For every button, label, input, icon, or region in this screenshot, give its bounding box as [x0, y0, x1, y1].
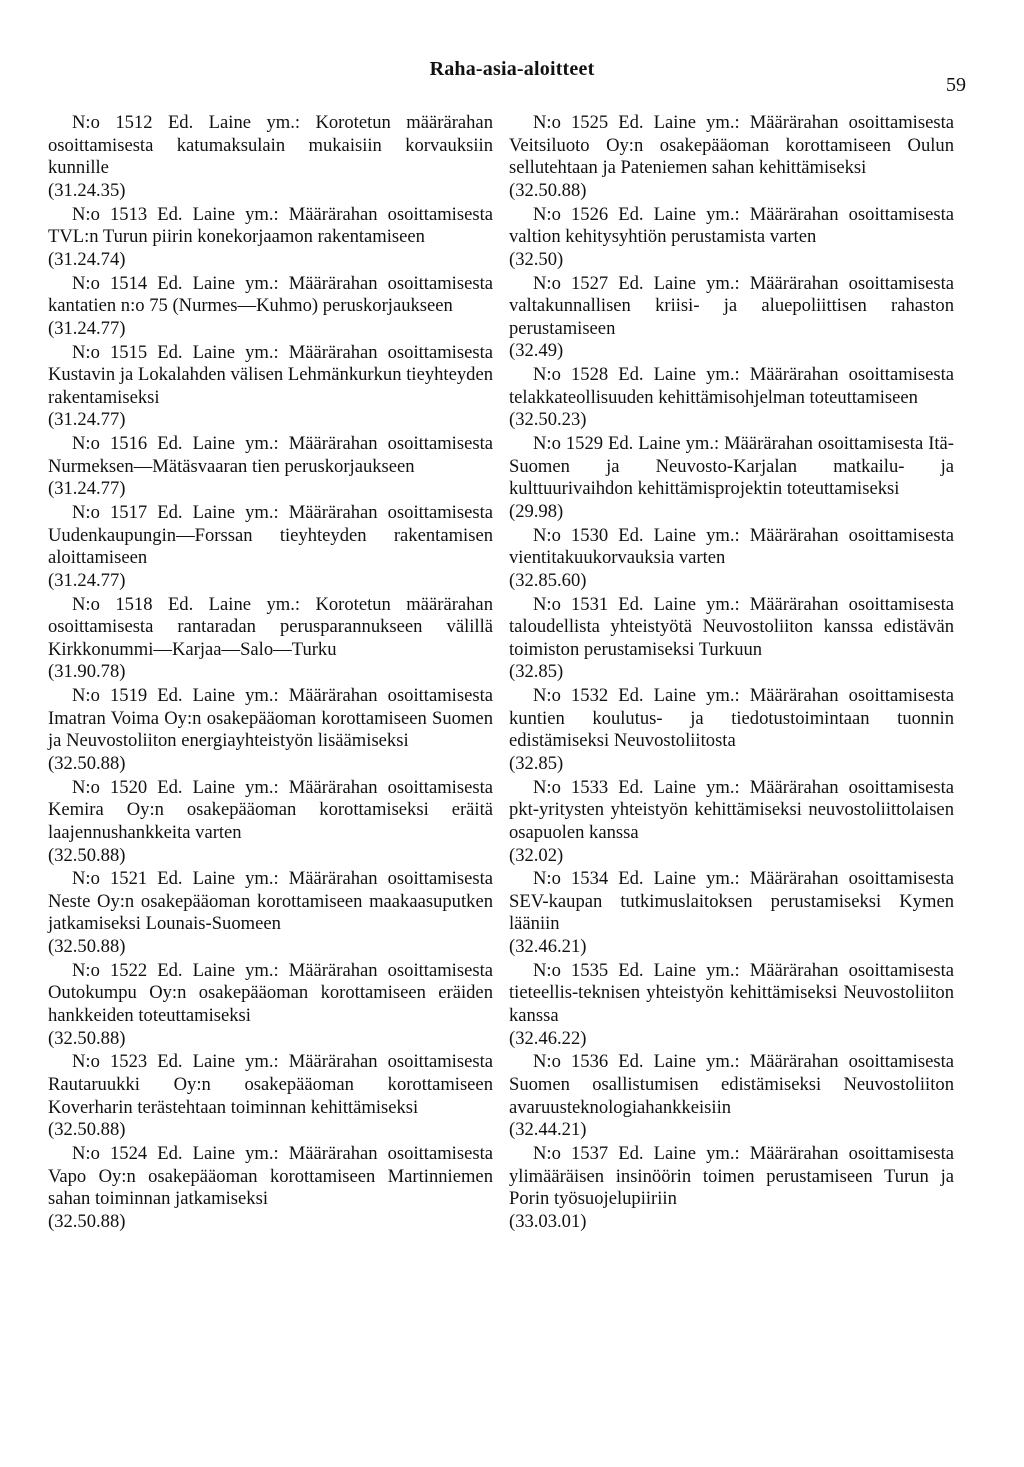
entry-budget-code: (32.85) — [509, 661, 564, 683]
entry-text: N:o 1533 Ed. Laine ym.: Määrärahan osoittamisesta pkt-yritysten yhteistyön kehittämiseksi neuvostoliittolaisen osapuolen kanssa — [509, 776, 954, 843]
entry-budget-code: (32.85.60) — [509, 569, 587, 591]
entry-budget-code: (32.46.21) — [509, 936, 587, 958]
entry-budget-code: (32.50.88) — [48, 1027, 126, 1049]
entry — [48, 594, 493, 684]
entry-budget-code: (31.90.78) — [48, 661, 126, 683]
page-number: 59 — [946, 74, 966, 96]
entry-text: N:o 1529 Ed. Laine ym.: Määrärahan osoittamisesta Itä-Suomen ja Neuvosto-Karjalan matkailu- ja kulttuurivaihdon kehittämisprojektin toteuttamiseksi — [509, 433, 954, 500]
running-head: Raha-asia-aloitteet — [429, 58, 595, 80]
entry-text: N:o 1522 Ed. Laine ym.: Määrärahan osoittamisesta Outokumpu Oy:n osakepääoman korottamiseen eräiden hankkeiden toteuttamiseksi — [48, 959, 493, 1027]
entry-budget-code: (32.50.88) — [48, 1119, 126, 1141]
right-column — [509, 112, 954, 1235]
entry-text: N:o 1531 Ed. Laine ym.: Määrärahan osoittamisesta taloudellista yhteistyötä Neuvostoliiton kanssa edistävän toimiston perustamiseksi Turkuun — [509, 593, 954, 660]
entry — [48, 868, 493, 958]
entry-text: N:o 1532 Ed. Laine ym.: Määrärahan osoittamisesta kuntien koulutus- ja tiedotustoimintaan tuonnin edistämiseksi Neuvostoliitosta — [509, 685, 954, 752]
entry-text: N:o 1537 Ed. Laine ym.: Määrärahan osoittamisesta ylimääräisen insinöörin toimen perustamiseen Turun ja Porin työsuojelupiiriin — [509, 1142, 954, 1210]
entry-budget-code: (31.24.77) — [48, 317, 126, 339]
left-column — [48, 112, 493, 1235]
entry-text: N:o 1519 Ed. Laine ym.: Määrärahan osoittamisesta Imatran Voima Oy:n osakepääoman korottamiseen Suomen ja Neuvostoliiton energiayhteistyön lisäämiseksi — [48, 685, 493, 752]
entry — [48, 1143, 493, 1233]
entry — [48, 204, 493, 272]
entry — [509, 868, 954, 958]
entry-text: N:o 1515 Ed. Laine ym.: Määrärahan osoittamisesta Kustavin ja Lokalahden välisen Lehmänkurkun tieyhteyden rakentamiseksi — [48, 341, 493, 408]
entry-budget-code: (32.85) — [509, 752, 564, 774]
entry — [509, 960, 954, 1050]
entry-budget-code: (32.02) — [509, 844, 564, 866]
entry-text: N:o 1526 Ed. Laine ym.: Määrärahan osoittamisesta valtion kehitysyhtiön perustamista varten — [509, 203, 954, 248]
entry-budget-code: (32.46.22) — [509, 1027, 587, 1049]
entry-budget-code: (32.50.88) — [509, 179, 587, 201]
entry-budget-code: (31.24.35) — [48, 179, 126, 201]
entry-budget-code: (32.50.88) — [48, 1210, 126, 1232]
entry — [509, 433, 954, 523]
entry-budget-code: (32.50.23) — [509, 409, 587, 431]
entry — [48, 342, 493, 432]
entry — [509, 525, 954, 593]
entry-budget-code: (31.24.77) — [48, 478, 126, 500]
entry-budget-code: (31.24.74) — [48, 248, 126, 270]
entry-text: N:o 1536 Ed. Laine ym.: Määrärahan osoittamisesta Suomen osallistumisen edistämiseksi Neuvostoliiton avaruusteknologiahankkeisiin — [509, 1051, 954, 1118]
entry — [48, 273, 493, 341]
entry-text: N:o 1525 Ed. Laine ym.: Määrärahan osoittamisesta Veitsiluoto Oy:n osakepääoman korottamiseen Oulun sellutehtaan ja Pateniemen sahan kehittämiseksi — [509, 112, 954, 179]
entry-budget-code: (32.50) — [509, 248, 564, 270]
entry-budget-code: (31.24.77) — [48, 569, 126, 591]
entry-text: N:o 1524 Ed. Laine ym.: Määrärahan osoittamisesta Vapo Oy:n osakepääoman korottamiseen Martinniemen sahan toiminnan jatkamiseksi — [48, 1142, 493, 1210]
entry-text: N:o 1516 Ed. Laine ym.: Määrärahan osoittamisesta Nurmeksen—Mätäsvaaran tien peruskorjaukseen — [48, 433, 493, 477]
entry-budget-code: (32.50.88) — [48, 844, 126, 866]
entry-text: N:o 1523 Ed. Laine ym.: Määrärahan osoittamisesta Rautaruukki Oy:n osakepääoman korottamiseen Koverharin terästehtaan toiminnan kehittämiseksi — [48, 1051, 493, 1118]
entry-budget-code: (32.44.21) — [509, 1119, 587, 1141]
entry-text: N:o 1514 Ed. Laine ym.: Määrärahan osoittamisesta kantatien n:o 75 (Nurmes—Kuhmo) peruskorjaukseen — [48, 272, 493, 317]
entry — [509, 1051, 954, 1141]
entry-text: N:o 1530 Ed. Laine ym.: Määrärahan osoittamisesta vientitakuukorvauksia varten — [509, 524, 954, 569]
entry-text: N:o 1517 Ed. Laine ym.: Määrärahan osoittamisesta Uudenkaupungin—Forssan tieyhteyden rakentamisen aloittamiseen — [48, 502, 493, 569]
entry-budget-code: (32.50.88) — [48, 752, 126, 774]
entry — [48, 960, 493, 1050]
entry-budget-code: (32.49) — [509, 340, 564, 362]
entry-budget-code: (32.50.88) — [48, 936, 126, 958]
entry — [509, 364, 954, 432]
entry-budget-code: (31.24.77) — [48, 409, 126, 431]
entry — [509, 777, 954, 867]
entry-text: N:o 1535 Ed. Laine ym.: Määrärahan osoittamisesta tieteellis-teknisen yhteistyön kehittämiseksi Neuvostoliiton kanssa — [509, 959, 954, 1027]
entry-text: N:o 1512 Ed. Laine ym.: Korotetun määrärahan osoittamisesta katumaksulain mukaisiin korvauksiin kunnille — [48, 112, 493, 179]
entry-text: N:o 1521 Ed. Laine ym.: Määrärahan osoittamisesta Neste Oy:n osakepääoman korottamiseen maakaasuputken jatkamiseksi Lounais-Suomeen — [48, 868, 493, 935]
entry — [509, 594, 954, 684]
entry — [48, 685, 493, 775]
entry — [48, 777, 493, 867]
entry — [48, 112, 493, 202]
entry — [48, 433, 493, 501]
entry-text: N:o 1520 Ed. Laine ym.: Määrärahan osoittamisesta Kemira Oy:n osakepääoman korottamiseksi eräitä laajennushankkeita varten — [48, 776, 493, 843]
entry-budget-code: (33.03.01) — [509, 1210, 587, 1232]
entry — [509, 1143, 954, 1233]
entry-text: N:o 1527 Ed. Laine ym.: Määrärahan osoittamisesta valtakunnallisen kriisi- ja aluepoliittisen rahaston perustamiseen — [509, 272, 954, 339]
entry — [509, 204, 954, 272]
entry — [509, 112, 954, 202]
entry — [48, 1051, 493, 1141]
entry-text: N:o 1518 Ed. Laine ym.: Korotetun määrärahan osoittamisesta rantaradan perusparannukseen välillä Kirkkonummi—Karjaa—Salo—Turku — [48, 593, 493, 660]
entry-text: N:o 1534 Ed. Laine ym.: Määrärahan osoittamisesta SEV-kaupan tutkimuslaitoksen perustamiseksi Kymen lääniin — [509, 868, 954, 935]
entry — [509, 273, 954, 363]
entry-text: N:o 1513 Ed. Laine ym.: Määrärahan osoittamisesta TVL:n Turun piirin konekorjaamon rakentamiseen — [48, 203, 493, 248]
entry-text: N:o 1528 Ed. Laine ym.: Määrärahan osoittamisesta telakkateollisuuden kehittämisohjelman toteuttamiseen — [509, 364, 954, 408]
entry — [48, 502, 493, 592]
entry — [509, 685, 954, 775]
entry-budget-code: (29.98) — [509, 500, 564, 522]
